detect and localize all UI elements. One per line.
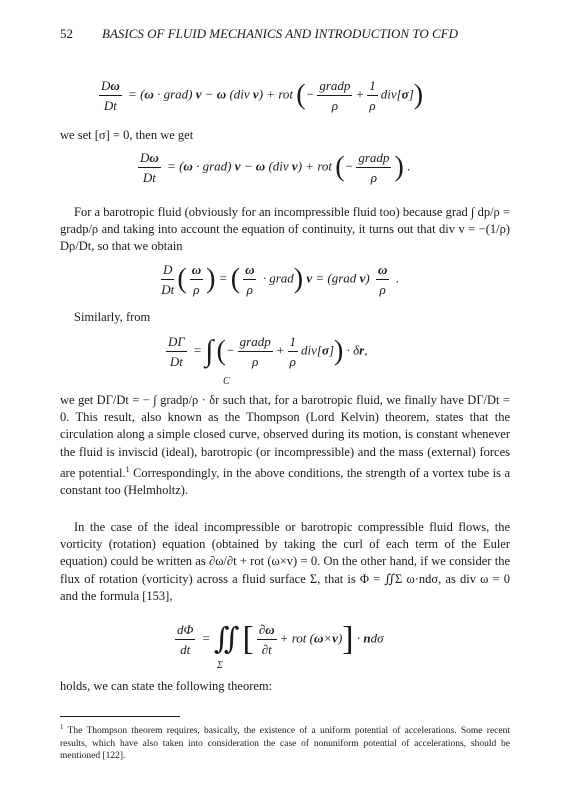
page-number: 52: [60, 26, 73, 41]
footnote-rule: [60, 716, 180, 717]
paragraph-barotropic: [60, 204, 510, 256]
text-line-set-sigma: [60, 127, 510, 144]
text-p2: we get DΓ/Dt = − ∫ gradp/ρ · δr such that, for a barotropic fluid, we finally have DΓ/Dt = 0. This result, also known as the Thompson (Lord Kelvin) theorem, states that the circulation along a simple closed curve, observed during its motion, is constant whenever the fluid is inviscid (ideal), barotropic (or incompressible) and the mass (external) forces are potential.: [60, 393, 510, 480]
text-t1: we set [σ] = 0, then we get: [60, 128, 194, 142]
paragraph-thompson: [60, 392, 510, 499]
text-p2-tail: Correspondingly, in the above conditions, the strength of a vortex tube is a constant too (Helmholtz).: [60, 465, 510, 498]
text-p3: In the case of the ideal incompressible or barotropic compressible fluid flows, the vorticity (rotation) equation (obtained by taking the curl of each term of the Euler equation) could be written as ∂ω/∂t + rot (ω×v) = 0. On the other hand, if we consider the flux of rotation (vorticity) across a fluid surface Σ, that is Φ = ∬Σ ω·ndσ, as div ω = 0 and the formula [153],: [60, 520, 510, 603]
document-page: 52 BASICS OF FLUID MECHANICS AND INTRODUCTION TO CFD $\frac{D\omega}{Dt}$ = (ω · grad) v − ω (div v) + rot (− gradp ρ + $\frac{1}{\rho}$ div[σ]) we set [σ] = 0, then we get $\frac{D\omega}{Dt}$ = (ω · grad) v − ω (div v) + rot (− gradp ρ ) . For a barotropic fluid (obviously for an incompressible fluid too) because grad ∫ dp/ρ = gradp/ρ and taking into account the equation of continuity, it turns out that div v = −(1/ρ) Dρ/Dt, so that we obtain $\frac{D}{Dt}$ ( $\frac{\omega}{\rho}$ ) = ( $\frac{\omega}{\rho}$ · grad) v = (grad v) $\frac{\omega}{\rho}$ . Similarly, from $\frac{D\Gamma}{Dt}$ = ∫ (− gradp ρ + $\frac{1}{\rho}$ div[σ]) · δr, C we get DΓ/Dt = − ∫ gradp/ρ · δr such that, for a barotropic fluid, we finally have DΓ/Dt = 0. This result, also known as the Thompson (Lord Kelvin) theorem, states that the circulation along a simple closed curve, observed during its motion, is constant whenever the fluid is inviscid (ideal), barotropic (or incompressible) and the mass (external) forces are potential.$^1$ Correspondingly, in the above conditions, the strength of a vortex tube is a constant too (Helmholtz). In the case of the ideal incompressible or barotropic compressible fluid flows, the vorticity (rotation) equation (obtained by taking the curl of each term of the Euler equation) could be written as ∂ω/∂t + rot (ω×v) = 0. On the other hand, if we consider the flux of rotation (vorticity) across a fluid surface Σ, that is Φ = ∬Σ ω·ndσ, as div ω = 0 and the formula [153], $\frac{d\Phi}{dt}$ = ∬ [ $\frac{\partial\omega}{\partial t}$ + rot (ω×v)] · ndσ Σ holds, we can state the following theorem: $^1$ The Thompson theorem requires, basically, the existence of a uniform potential of accelerations. Some recent results, which have also taken into consideration the case of nonuniform potential of accelerations, should be mentioned [122].: [60, 26, 510, 762]
footnote-marker: 1: [125, 464, 130, 474]
text-similarly: Similarly, from: [74, 310, 151, 324]
text-holds: holds, we can state the following theorem:: [60, 679, 273, 693]
footnote-mark: 1: [60, 723, 64, 731]
text-line-similarly: [60, 309, 510, 326]
text-line-holds: [60, 678, 510, 695]
footnote-text: The Thompson theorem requires, basically, the existence of a uniform potential of accelerations. Some recent results, which have also taken into consideration the case of nonuniform potential of accelerations, should be mentioned [122].: [60, 726, 510, 762]
text-p1: For a barotropic fluid (obviously for an incompressible fluid too) because grad ∫ dp/ρ = gradp/ρ and taking into account the equation of continuity, it turns out that div v = −(1/ρ) Dρ/Dt, so that we obtain: [60, 205, 510, 254]
running-title: BASICS OF FLUID MECHANICS AND INTRODUCTION TO CFD: [102, 26, 458, 41]
paragraph-vorticity: [60, 519, 510, 605]
footnote: [60, 721, 510, 763]
